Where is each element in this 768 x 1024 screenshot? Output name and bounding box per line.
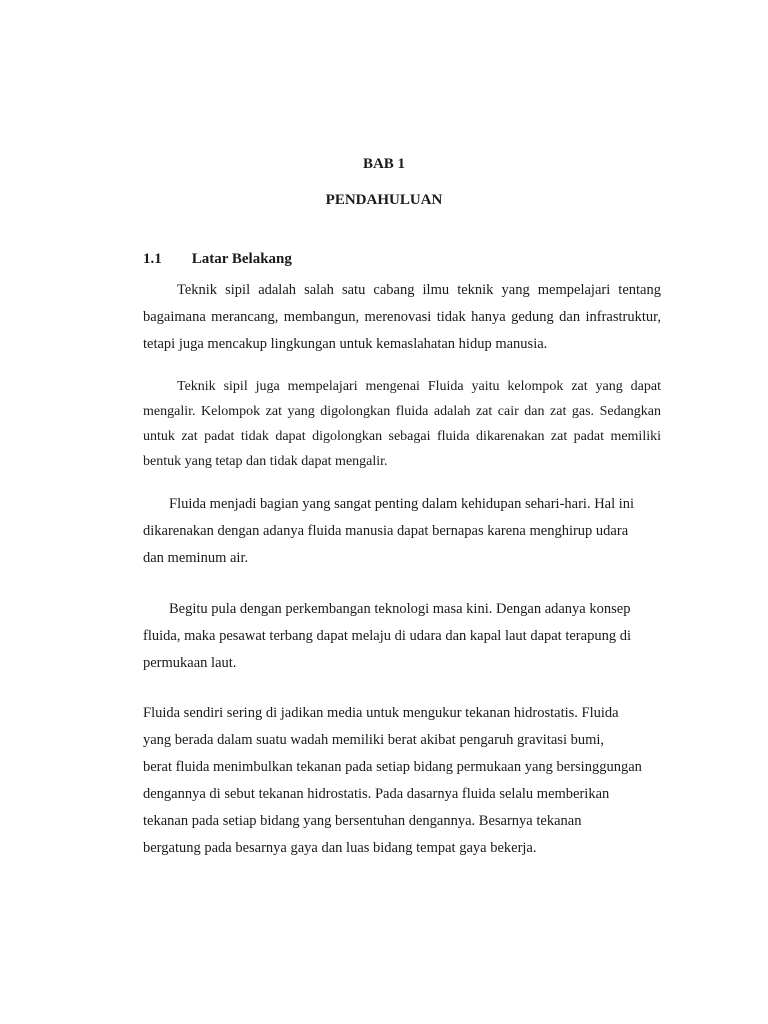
paragraph-line: Fluida menjadi bagian yang sangat penting dalam kehidupan sehari-hari. Hal ini <box>169 496 635 512</box>
paragraph-5 <box>143 700 661 862</box>
paragraph-line: berat fluida menimbulkan tekanan pada setiap bidang permukaan yang bersinggungan <box>143 759 642 775</box>
paragraph-line: dikarenakan dengan adanya fluida manusia dapat bernapas karena menghirup udara <box>143 523 629 539</box>
paragraph-1 <box>143 277 661 358</box>
paragraph-line: bergatung pada besarnya gaya dan luas bidang tempat gaya bekerja. <box>143 840 537 856</box>
chapter-title: PENDAHULUAN <box>325 192 443 208</box>
paragraph-line: tekanan pada setiap bidang yang bersentuhan dengannya. Besarnya tekanan <box>143 813 582 829</box>
section-heading <box>143 251 292 268</box>
chapter-number: BAB 1 <box>362 156 406 172</box>
paragraph-line: Fluida sendiri sering di jadikan media untuk mengukur tekanan hidrostatis. Fluida <box>143 705 619 721</box>
paragraph-line: bentuk yang tetap dan tidak dapat mengalir. <box>143 454 388 469</box>
paragraph-line: Teknik sipil adalah salah satu cabang ilmu teknik yang mempelajari tentang <box>177 282 661 298</box>
paragraph-2 <box>143 374 661 474</box>
paragraph-line: Begitu pula dengan perkembangan teknologi masa kini. Dengan adanya konsep <box>169 601 631 617</box>
paragraph-3 <box>143 491 661 572</box>
paragraph-line: fluida, maka pesawat terbang dapat melaju di udara dan kapal laut dapat terapung di <box>143 628 631 644</box>
section-title: Latar Belakang <box>191 251 292 267</box>
paragraph-line: untuk zat padat tidak dapat digolongkan sebagai fluida dikarenakan zat padat memiliki <box>143 429 661 444</box>
paragraph-line: dan meminum air. <box>143 550 249 566</box>
paragraph-line: mengalir. Kelompok zat yang digolongkan fluida adalah zat cair dan zat gas. Sedangkan <box>143 404 661 419</box>
section-number: 1.1 <box>143 251 162 267</box>
paragraph-line: permukaan laut. <box>143 655 237 671</box>
paragraph-4 <box>143 596 661 677</box>
paragraph-line: yang berada dalam suatu wadah memiliki berat akibat pengaruh gravitasi bumi, <box>143 732 605 748</box>
paragraph-line: Teknik sipil juga mempelajari mengenai Fluida yaitu kelompok zat yang dapat <box>177 379 661 394</box>
paragraph-line: tetapi juga mencakup lingkungan untuk kemaslahatan hidup manusia. <box>143 336 548 352</box>
paragraph-line: dengannya di sebut tekanan hidrostatis. Pada dasarnya fluida selalu memberikan <box>143 786 610 802</box>
paragraph-line: bagaimana merancang, membangun, merenovasi tidak hanya gedung dan infrastruktur, <box>143 309 661 325</box>
